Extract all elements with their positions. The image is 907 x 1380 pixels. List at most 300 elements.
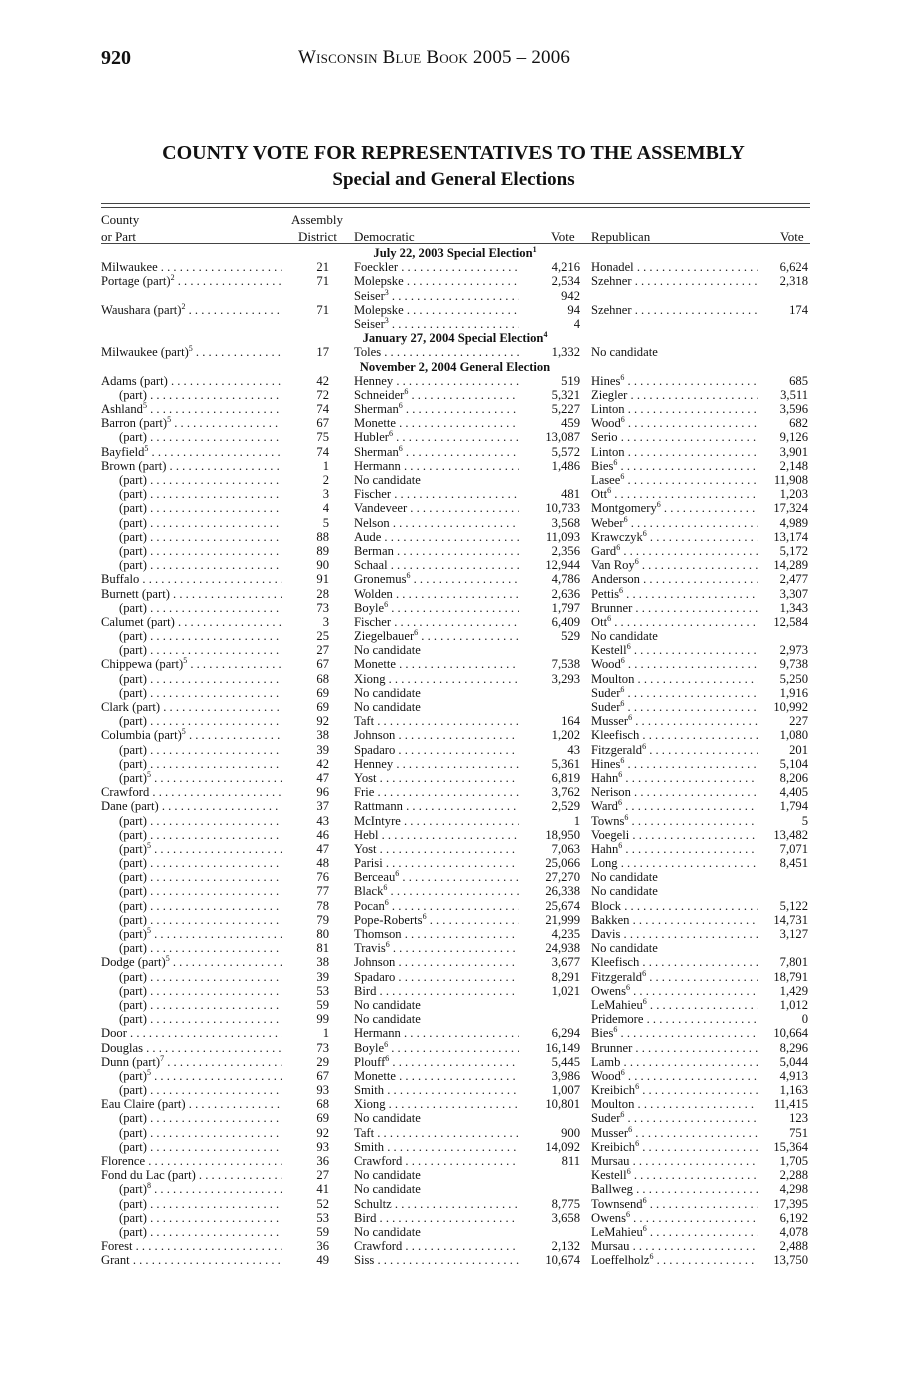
democratic-vote: 5,361 (551, 756, 580, 771)
district-cell: 71 (316, 302, 329, 317)
column-header-rule (101, 243, 810, 244)
democratic-vote: 27,270 (545, 870, 580, 885)
county-cell: (part) . . . (119, 814, 282, 828)
table-row (0, 771, 907, 785)
table-row (0, 587, 907, 601)
democratic-candidate: Toles . . . (354, 345, 519, 359)
district-cell: 68 (316, 1097, 329, 1112)
district-cell: 90 (316, 558, 329, 573)
district-cell: 89 (316, 543, 329, 558)
republican-candidate: Kreibich$^6$ . . . (591, 1140, 758, 1154)
table-row (0, 643, 907, 657)
county-cell: (part) . . . (119, 984, 282, 998)
republican-candidate: LeMahieu$^6$ . . . (591, 998, 758, 1012)
table-row (0, 828, 907, 842)
republican-candidate: LeMahieu$^6$ . . . (591, 1225, 758, 1239)
district-cell: 1 (322, 1026, 329, 1041)
republican-vote: 4,913 (779, 1068, 808, 1083)
republican-vote: 2,318 (779, 274, 808, 289)
democratic-vote: 519 (561, 373, 580, 388)
table-row (0, 601, 907, 615)
democratic-candidate: Sherman$^6$ . . . (354, 402, 519, 416)
county-cell: (part) . . . (119, 686, 282, 700)
democratic-vote: 2,356 (551, 543, 580, 558)
republican-candidate: Hines$^6$ . . . (591, 757, 758, 771)
table-row (0, 998, 907, 1012)
democratic-candidate: Yost . . . (354, 771, 519, 785)
republican-candidate: Block . . . (591, 899, 758, 913)
table-row (0, 1182, 907, 1196)
table-row (0, 345, 907, 359)
republican-candidate: Weber$^6$ . . . (591, 516, 758, 530)
republican-candidate: No candidate (591, 941, 658, 956)
republican-vote: 8,296 (779, 1040, 808, 1055)
democratic-vote: 10,801 (545, 1097, 580, 1112)
county-cell: Clark (part) . . . (101, 700, 282, 714)
democratic-vote: 3,568 (551, 515, 580, 530)
democratic-candidate: Berman . . . (354, 544, 519, 558)
republican-candidate: Suder$^6$ . . . (591, 686, 758, 700)
democratic-vote: 1,007 (551, 1083, 580, 1098)
democratic-candidate: Boyle$^6$ . . . (354, 1041, 519, 1055)
table-row (0, 842, 907, 856)
republican-vote: 3,596 (779, 402, 808, 417)
republican-vote: 2,477 (779, 572, 808, 587)
republican-candidate: Kestell$^6$ . . . (591, 1168, 758, 1182)
col-header-democratic: Democratic (354, 229, 415, 244)
democratic-candidate: No candidate (354, 1111, 421, 1126)
table-row (0, 785, 907, 799)
republican-vote: 174 (789, 302, 808, 317)
district-cell: 68 (316, 671, 329, 686)
republican-candidate: Gard$^6$ . . . (591, 544, 758, 558)
democratic-vote: 16,149 (545, 1040, 580, 1055)
republican-vote: 1,203 (779, 487, 808, 502)
table-row (0, 487, 907, 501)
table-row (0, 799, 907, 813)
county-cell: (part)$^8$ . . . (119, 1182, 282, 1196)
republican-candidate: No candidate (591, 870, 658, 885)
district-cell: 3 (322, 487, 329, 502)
county-cell: (part) . . . (119, 884, 282, 898)
democratic-candidate: Nelson . . . (354, 516, 519, 530)
democratic-candidate: Molepske . . . (354, 274, 519, 288)
county-cell: Milwaukee . . . (101, 260, 282, 274)
table-row (0, 473, 907, 487)
county-cell: Barron (part)$^5$ . . . (101, 416, 282, 430)
county-cell: (part) . . . (119, 1126, 282, 1140)
table-row (0, 1055, 907, 1069)
running-head: Wisconsin Blue Book 2005 – 2006 (298, 47, 571, 68)
republican-candidate: Kleefisch . . . (591, 955, 758, 969)
republican-candidate: Pridemore . . . (591, 1012, 758, 1026)
democratic-vote: 25,674 (545, 898, 580, 913)
table-row (0, 1097, 907, 1111)
republican-candidate: Bies$^6$ . . . (591, 459, 758, 473)
county-cell: Dane (part) . . . (101, 799, 282, 813)
table-row (0, 1225, 907, 1239)
democratic-vote: 5,227 (551, 402, 580, 417)
republican-vote: 5,172 (779, 543, 808, 558)
county-cell: (part) . . . (119, 1140, 282, 1154)
county-cell: Dodge (part)$^5$ . . . (101, 955, 282, 969)
table-row (0, 856, 907, 870)
democratic-vote: 26,338 (545, 884, 580, 899)
col-header-assembly: Assembly (291, 212, 343, 227)
county-cell: (part) . . . (119, 913, 282, 927)
democratic-candidate: Schultz . . . (354, 1197, 519, 1211)
democratic-vote: 4,786 (551, 572, 580, 587)
county-cell: (part) . . . (119, 601, 282, 615)
democratic-vote: 13,087 (545, 430, 580, 445)
democratic-vote: 459 (561, 416, 580, 431)
district-cell: 93 (316, 1139, 329, 1154)
county-cell: Fond du Lac (part) . . . (101, 1168, 282, 1182)
democratic-vote: 5,445 (551, 1054, 580, 1069)
table-row (0, 615, 907, 629)
republican-candidate: Fitzgerald$^6$ . . . (591, 743, 758, 757)
county-cell: (part) . . . (119, 629, 282, 643)
republican-vote: 10,664 (773, 1026, 808, 1041)
county-cell: (part) . . . (119, 856, 282, 870)
republican-candidate: Linton . . . (591, 402, 758, 416)
republican-vote: 13,174 (773, 529, 808, 544)
county-cell: (part) . . . (119, 544, 282, 558)
district-cell: 29 (316, 1054, 329, 1069)
county-cell: (part) . . . (119, 501, 282, 515)
section-label: January 27, 2004 Special Election$^4$ (362, 329, 548, 346)
democratic-vote: 94 (567, 302, 580, 317)
democratic-vote: 8,775 (551, 1196, 580, 1211)
district-cell: 88 (316, 529, 329, 544)
democratic-candidate: Xiong . . . (354, 1097, 519, 1111)
table-row (0, 884, 907, 898)
county-cell: (part)$^5$ . . . (119, 842, 282, 856)
democratic-vote: 43 (567, 742, 580, 757)
republican-candidate: Ziegler . . . (591, 388, 758, 402)
table-row (0, 1069, 907, 1083)
republican-candidate: No candidate (591, 345, 658, 360)
county-cell: (part) . . . (119, 672, 282, 686)
county-cell: (part)$^5$ . . . (119, 771, 282, 785)
democratic-candidate: Black$^6$ . . . (354, 884, 519, 898)
county-cell: (part) . . . (119, 530, 282, 544)
republican-vote: 201 (789, 742, 808, 757)
republican-vote: 2,288 (779, 1168, 808, 1183)
district-cell: 53 (316, 1210, 329, 1225)
republican-candidate: Loeffelholz$^6$ . . . (591, 1253, 758, 1267)
table-row (0, 530, 907, 544)
county-cell: Buffalo . . . (101, 572, 282, 586)
republican-candidate: Moulton . . . (591, 1097, 758, 1111)
table-row (0, 899, 907, 913)
democratic-candidate: Schneider$^6$ . . . (354, 388, 519, 402)
republican-candidate: Davis . . . (591, 927, 758, 941)
republican-candidate: Voegeli . . . (591, 828, 758, 842)
county-cell: (part) . . . (119, 1197, 282, 1211)
democratic-candidate: Spadaro . . . (354, 743, 519, 757)
table-row (0, 1197, 907, 1211)
republican-candidate: Townsend$^6$ . . . (591, 1197, 758, 1211)
republican-candidate: Anderson . . . (591, 572, 758, 586)
democratic-vote: 12,944 (545, 558, 580, 573)
republican-candidate: Owens$^6$ . . . (591, 984, 758, 998)
republican-candidate: Kestell$^6$ . . . (591, 643, 758, 657)
district-cell: 43 (316, 813, 329, 828)
republican-candidate: Brunner . . . (591, 601, 758, 615)
republican-vote: 685 (789, 373, 808, 388)
republican-candidate: Ward$^6$ . . . (591, 799, 758, 813)
county-cell: (part) . . . (119, 899, 282, 913)
table-row (0, 941, 907, 955)
republican-candidate: Bies$^6$ . . . (591, 1026, 758, 1040)
table-row (0, 260, 907, 274)
county-cell: Brown (part) . . . (101, 459, 282, 473)
democratic-candidate: Johnson . . . (354, 955, 519, 969)
democratic-candidate: Travis$^6$ . . . (354, 941, 519, 955)
district-cell: 67 (316, 416, 329, 431)
table-row (0, 374, 907, 388)
republican-candidate: Van Roy$^6$ . . . (591, 558, 758, 572)
table-row (0, 1154, 907, 1168)
district-cell: 75 (316, 430, 329, 445)
col-header-rep-vote: Vote (780, 229, 804, 244)
county-cell: Chippewa (part)$^5$ . . . (101, 657, 282, 671)
district-cell: 72 (316, 387, 329, 402)
table-row (0, 913, 907, 927)
democratic-candidate: Vandeveer . . . (354, 501, 519, 515)
county-cell: (part) . . . (119, 757, 282, 771)
democratic-vote: 2,636 (551, 586, 580, 601)
democratic-vote: 4,216 (551, 260, 580, 275)
republican-vote: 8,206 (779, 770, 808, 785)
republican-candidate: Ballweg . . . (591, 1182, 758, 1196)
democratic-candidate: Spadaro . . . (354, 970, 519, 984)
county-cell: Douglas . . . (101, 1041, 282, 1055)
democratic-candidate: Monette . . . (354, 1069, 519, 1083)
republican-vote: 5 (801, 813, 808, 828)
democratic-vote: 24,938 (545, 941, 580, 956)
republican-vote: 1,429 (779, 983, 808, 998)
republican-candidate: Owens$^6$ . . . (591, 1211, 758, 1225)
republican-vote: 13,482 (773, 827, 808, 842)
democratic-candidate: No candidate (354, 1224, 421, 1239)
democratic-candidate: No candidate (354, 700, 421, 714)
republican-candidate: Krawczyk$^6$ . . . (591, 530, 758, 544)
district-cell: 42 (316, 373, 329, 388)
district-cell: 3 (322, 614, 329, 629)
democratic-vote: 6,409 (551, 614, 580, 629)
democratic-candidate: No candidate (354, 1182, 421, 1197)
district-cell: 42 (316, 756, 329, 771)
district-cell: 74 (316, 444, 329, 459)
democratic-candidate: Ziegelbauer$^6$ . . . (354, 629, 519, 643)
district-cell: 80 (316, 927, 329, 941)
page-number: 920 (101, 47, 131, 69)
republican-vote: 17,395 (773, 1196, 808, 1211)
table-row (0, 927, 907, 941)
table-row (0, 1126, 907, 1140)
district-cell: 96 (316, 785, 329, 800)
republican-candidate: Mursau . . . (591, 1239, 758, 1253)
democratic-candidate: No candidate (354, 643, 421, 658)
header-rule (101, 203, 810, 204)
district-cell: 5 (322, 515, 329, 530)
democratic-candidate: Hubler$^6$ . . . (354, 430, 519, 444)
democratic-candidate: Smith . . . (354, 1083, 519, 1097)
republican-vote: 2,148 (779, 458, 808, 473)
county-cell: Crawford . . . (101, 785, 282, 799)
republican-vote: 6,192 (779, 1210, 808, 1225)
democratic-candidate: No candidate (354, 997, 421, 1012)
district-cell: 79 (316, 912, 329, 927)
democratic-candidate: No candidate (354, 1168, 421, 1183)
republican-vote: 15,364 (773, 1139, 808, 1154)
democratic-candidate: Xiong . . . (354, 672, 519, 686)
democratic-candidate: No candidate (354, 685, 421, 700)
district-cell: 53 (316, 983, 329, 998)
democratic-candidate: McIntyre . . . (354, 814, 519, 828)
democratic-candidate: Foeckler . . . (354, 260, 519, 274)
district-cell: 36 (316, 1239, 329, 1254)
democratic-candidate: Wolden . . . (354, 587, 519, 601)
democratic-candidate: Parisi . . . (354, 856, 519, 870)
democratic-candidate: Smith . . . (354, 1140, 519, 1154)
county-cell: Adams (part) . . . (101, 374, 282, 388)
table-row (0, 544, 907, 558)
republican-vote: 4,405 (779, 785, 808, 800)
democratic-vote: 3,658 (551, 1210, 580, 1225)
table-row (0, 516, 907, 530)
district-cell: 81 (316, 941, 329, 956)
table-row (0, 1111, 907, 1125)
republican-vote: 5,044 (779, 1054, 808, 1069)
republican-vote: 227 (789, 714, 808, 729)
republican-candidate: Hahn$^6$ . . . (591, 771, 758, 785)
district-cell: 28 (316, 586, 329, 601)
republican-vote: 4,989 (779, 515, 808, 530)
county-cell: (part) . . . (119, 473, 282, 487)
vote-table (0, 246, 907, 1268)
republican-vote: 1,343 (779, 600, 808, 615)
page-subtitle: Special and General Elections (332, 169, 575, 190)
county-cell: (part) . . . (119, 1111, 282, 1125)
table-row (0, 672, 907, 686)
republican-vote: 1,794 (779, 799, 808, 814)
republican-vote: 14,731 (773, 912, 808, 927)
table-row (0, 700, 907, 714)
democratic-vote: 900 (561, 1125, 580, 1140)
republican-vote: 7,801 (779, 955, 808, 970)
table-row (0, 1211, 907, 1225)
republican-candidate: Serio . . . (591, 430, 758, 444)
district-cell: 41 (316, 1182, 329, 1197)
republican-vote: 3,901 (779, 444, 808, 459)
democratic-candidate: No candidate (354, 473, 421, 487)
republican-candidate: Montgomery$^6$ . . . (591, 501, 758, 515)
table-row (0, 1012, 907, 1026)
republican-candidate: Musser$^6$ . . . (591, 1126, 758, 1140)
county-cell: (part) . . . (119, 430, 282, 444)
col-header-dem-vote: Vote (551, 229, 575, 244)
republican-vote: 1,163 (779, 1083, 808, 1098)
county-cell: Ashland$^5$ . . . (101, 402, 282, 416)
republican-candidate: Lasee$^6$ . . . (591, 473, 758, 487)
democratic-vote: 1,021 (551, 983, 580, 998)
democratic-vote: 2,529 (551, 799, 580, 814)
table-row (0, 1239, 907, 1253)
democratic-candidate: Henney . . . (354, 757, 519, 771)
republican-candidate: Nerison . . . (591, 785, 758, 799)
republican-vote: 13,750 (773, 1253, 808, 1268)
republican-vote: 682 (789, 416, 808, 431)
table-row (0, 289, 907, 303)
county-cell: (part) . . . (119, 516, 282, 530)
republican-candidate: Moulton . . . (591, 672, 758, 686)
democratic-candidate: Plouff$^6$ . . . (354, 1055, 519, 1069)
democratic-candidate: Gronemus$^6$ . . . (354, 572, 519, 586)
district-cell: 25 (316, 629, 329, 644)
district-cell: 21 (316, 260, 329, 275)
col-header-republican: Republican (591, 229, 651, 244)
table-row (0, 870, 907, 884)
democratic-vote: 4 (573, 316, 580, 331)
county-cell: Milwaukee (part)$^5$ . . . (101, 345, 282, 359)
democratic-vote: 18,950 (545, 827, 580, 842)
democratic-vote: 1,486 (551, 458, 580, 473)
district-cell: 92 (316, 714, 329, 729)
republican-candidate: Bakken . . . (591, 913, 758, 927)
col-header-county-part: or Part (101, 229, 137, 244)
democratic-vote: 5,321 (551, 387, 580, 402)
district-cell: 59 (316, 1224, 329, 1239)
district-cell: 69 (316, 1111, 329, 1126)
table-row (0, 1026, 907, 1040)
democratic-vote: 3,293 (551, 671, 580, 686)
district-cell: 46 (316, 827, 329, 842)
table-row (0, 743, 907, 757)
democratic-candidate: Yost . . . (354, 842, 519, 856)
democratic-vote: 942 (561, 288, 580, 303)
county-cell: Columbia (part)$^5$ . . . (101, 728, 282, 742)
district-cell: 17 (316, 345, 329, 360)
district-cell: 67 (316, 1068, 329, 1083)
democratic-candidate: Crawford . . . (354, 1154, 519, 1168)
democratic-candidate: Fischer . . . (354, 487, 519, 501)
district-cell: 76 (316, 870, 329, 885)
republican-candidate: No candidate (591, 629, 658, 644)
republican-candidate: Kleefisch . . . (591, 728, 758, 742)
table-row (0, 303, 907, 317)
republican-vote: 6,624 (779, 260, 808, 275)
header-rule (101, 207, 810, 208)
democratic-vote: 1,332 (551, 345, 580, 360)
district-cell: 4 (322, 501, 329, 516)
democratic-candidate: Crawford . . . (354, 1239, 519, 1253)
table-row (0, 629, 907, 643)
county-cell: (part) . . . (119, 1211, 282, 1225)
table-row (0, 728, 907, 742)
district-cell: 74 (316, 402, 329, 417)
district-cell: 1 (322, 458, 329, 473)
republican-vote: 1,705 (779, 1154, 808, 1168)
district-cell: 38 (316, 955, 329, 970)
table-row (0, 274, 907, 288)
democratic-vote: 1,202 (551, 728, 580, 743)
republican-candidate: Lamb . . . (591, 1055, 758, 1069)
table-row (0, 757, 907, 771)
democratic-candidate: Schaal . . . (354, 558, 519, 572)
